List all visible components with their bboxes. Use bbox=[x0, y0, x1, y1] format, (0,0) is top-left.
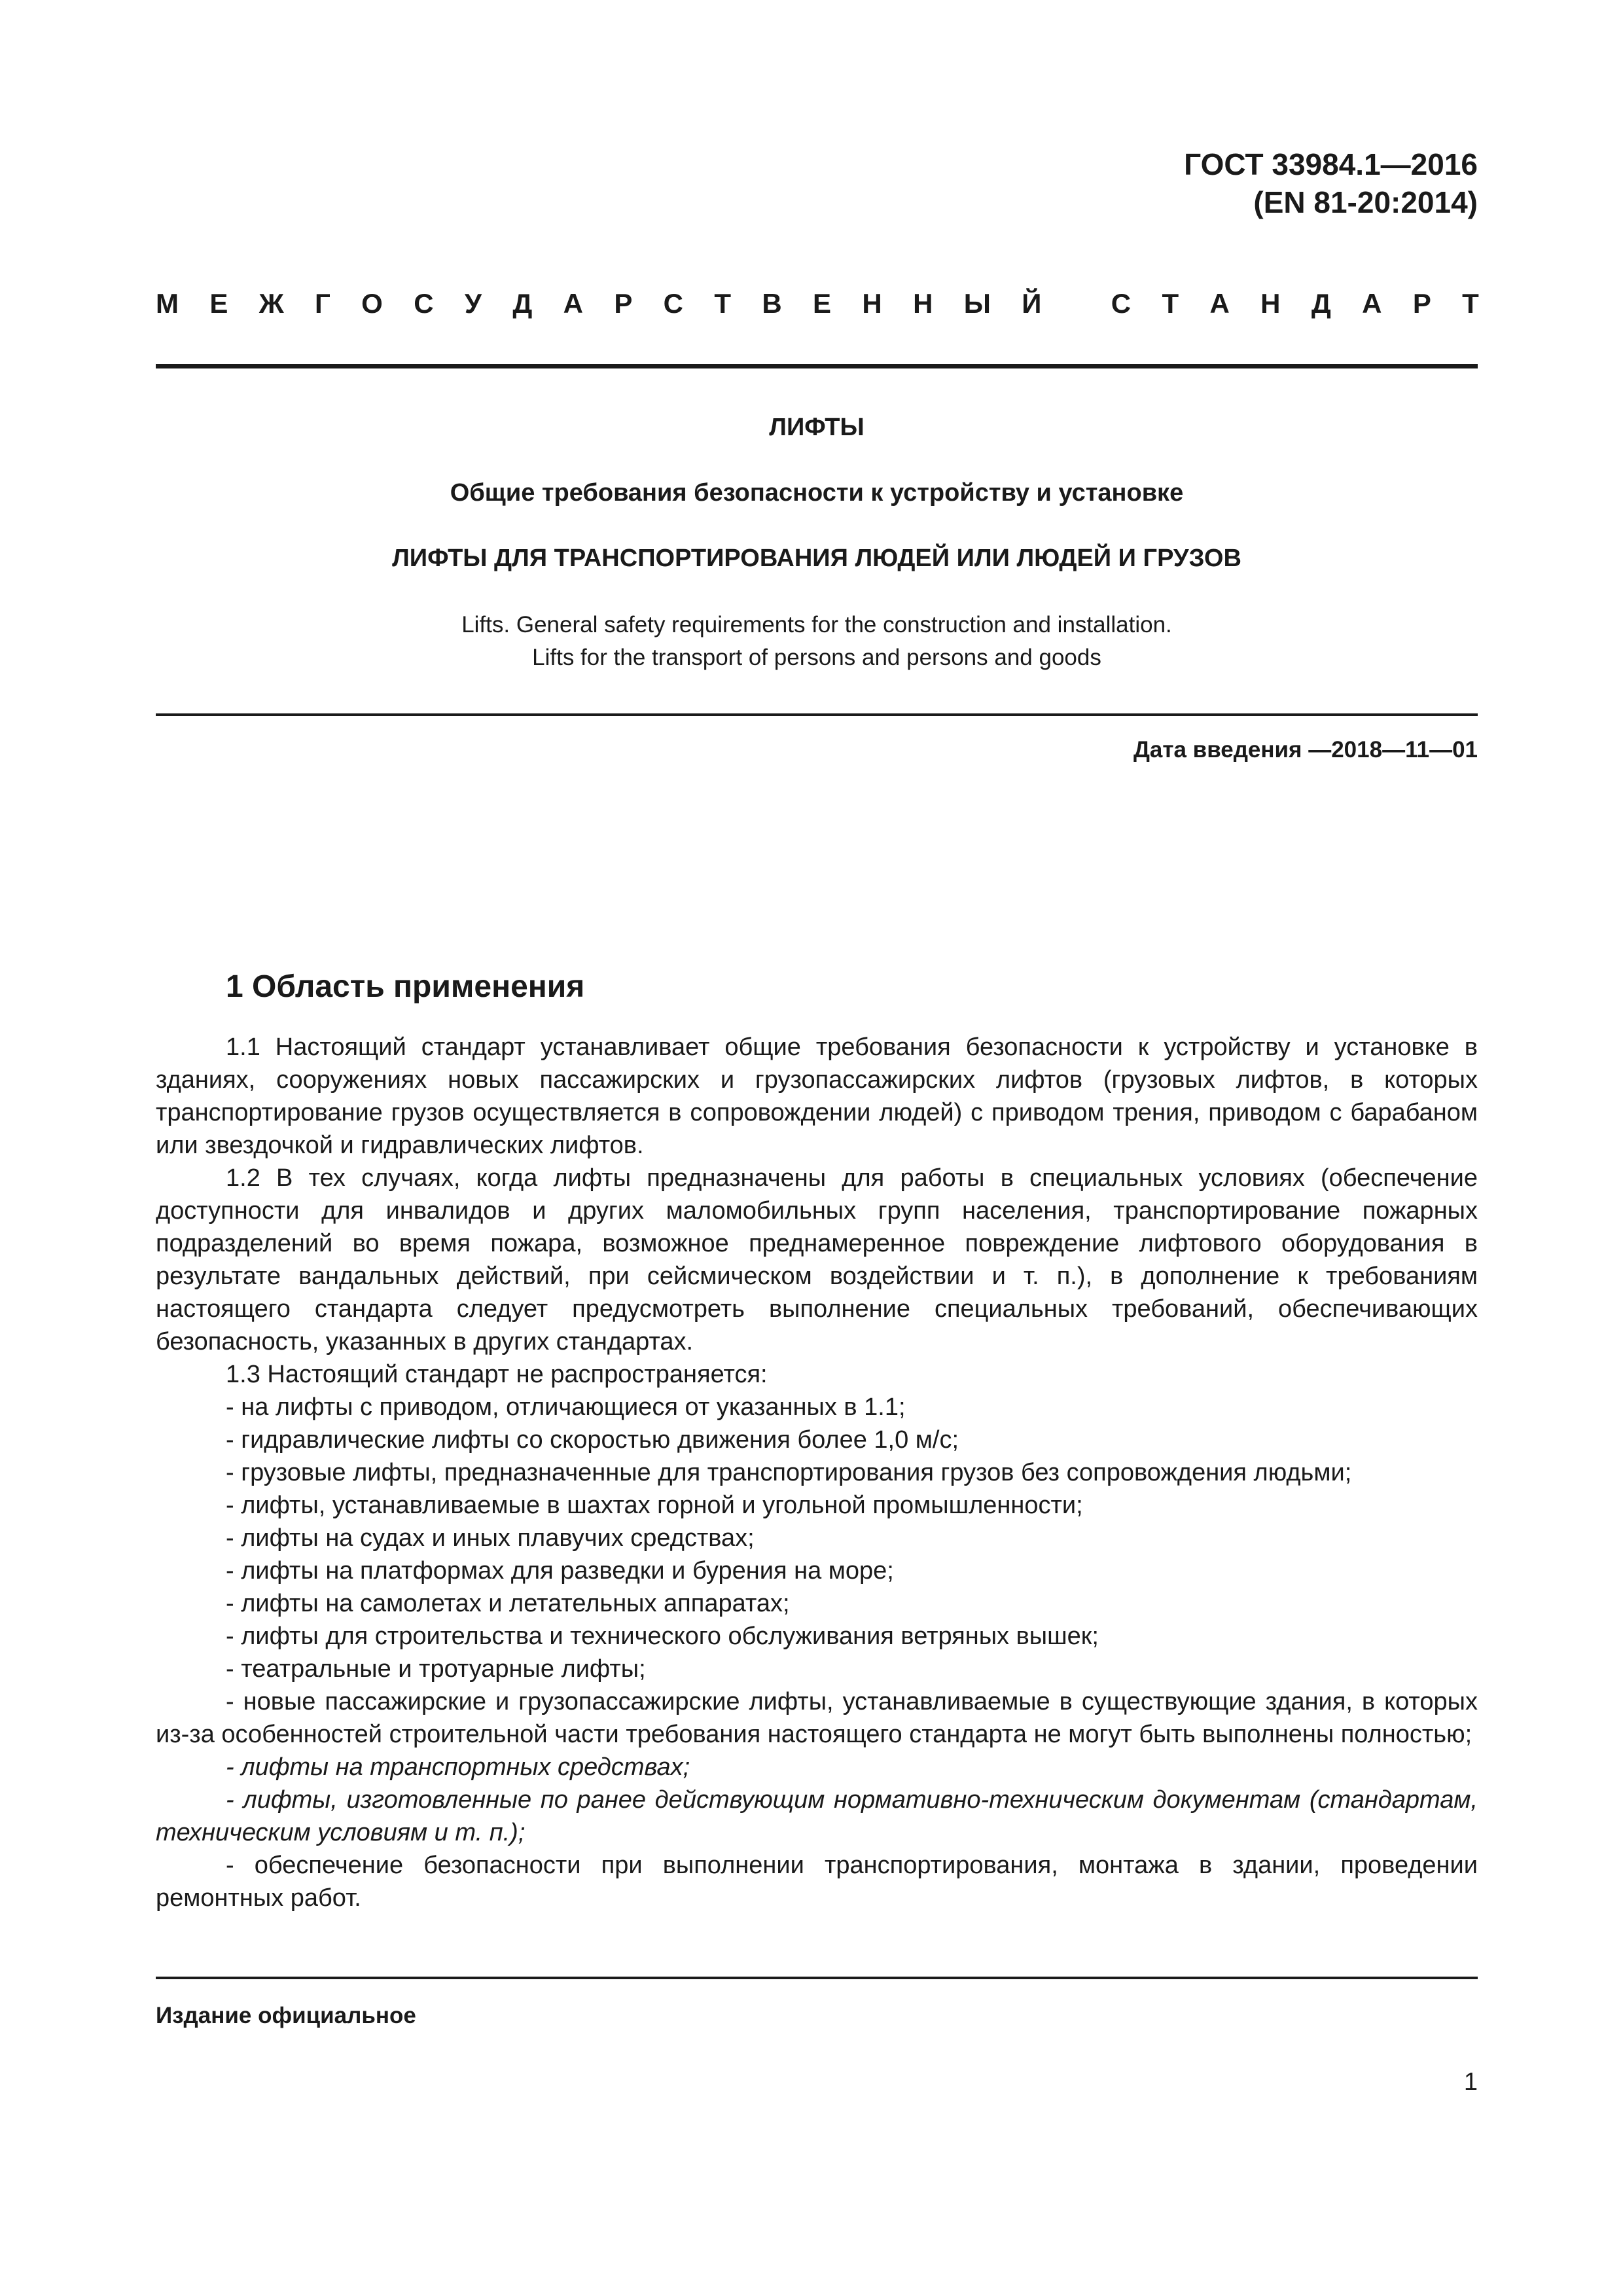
banner-letter: Р bbox=[614, 288, 633, 319]
banner-gap bbox=[1073, 288, 1080, 327]
banner-letter: С bbox=[663, 288, 684, 319]
list-item: - грузовые лифты, предназначенные для транспортирования грузов без сопровождения людьми; bbox=[226, 1459, 1352, 1486]
banner-letter: Т bbox=[714, 288, 732, 319]
banner-letter: Й bbox=[1022, 288, 1042, 319]
english-title-line-2: Lifts for the transport of persons and persons and goods bbox=[532, 645, 1101, 670]
banner-letter: Н bbox=[913, 288, 933, 319]
banner-letter: Д bbox=[1311, 288, 1331, 319]
footer-divider bbox=[156, 1977, 1478, 1979]
banner-letter: Н bbox=[862, 288, 882, 319]
exclusion-list bbox=[156, 1391, 1478, 1685]
banner-letter: А bbox=[563, 288, 583, 319]
document-part-title: ЛИФТЫ ДЛЯ ТРАНСПОРТИРОВАНИЯ ЛЮДЕЙ ИЛИ ЛЮДЕЙ И ГРУЗОВ bbox=[392, 545, 1241, 572]
page-number: 1 bbox=[1463, 2068, 1478, 2096]
banner-letter: Е bbox=[813, 288, 832, 319]
title-divider bbox=[156, 713, 1478, 716]
interstate-standard-banner bbox=[156, 288, 1479, 327]
thick-divider bbox=[156, 364, 1478, 368]
banner-letter: Н bbox=[1260, 288, 1281, 319]
list-item: - лифты, изготовленные по ранее действующим нормативно-техническим документам (стандартам, техническим условиям и т. п.); bbox=[156, 1786, 1478, 1846]
document-title: ЛИФТЫ bbox=[769, 414, 865, 441]
introduction-date: Дата введения —2018—11—01 bbox=[1133, 737, 1478, 762]
list-item: - лифты на транспортных средствах; bbox=[226, 1753, 690, 1781]
paragraph-1-2: 1.2 В тех случаях, когда лифты предназначены для работы в специальных условиях (обеспечение доступности для инвалидов и других маломобильных групп населения, транспортирование пожарных подразделений во время пожара, возможное преднамеренное повреждение лифтового оборудования в результате вандальных действий, при сейсмическом воздействии и т. п.), в дополнение к требованиям настоящего стандарта следует предусмотреть выполнение специальных требований, обеспечивающих безопасность, указанных в других стандартах. bbox=[156, 1164, 1478, 1355]
banner-letter: Ы bbox=[963, 288, 991, 319]
banner-letter: Ж bbox=[259, 288, 284, 319]
list-item: - на лифты с приводом, отличающиеся от указанных в 1.1; bbox=[226, 1393, 906, 1421]
list-item: - лифты на платформах для разведки и бурения на море; bbox=[226, 1557, 894, 1585]
banner-letter: У bbox=[464, 288, 482, 319]
official-edition-label: Издание официальное bbox=[156, 2003, 416, 2028]
banner-letter: А bbox=[1362, 288, 1382, 319]
section-heading: 1 Область применения bbox=[226, 969, 585, 1004]
banner-letter: Т bbox=[1162, 288, 1179, 319]
list-item: - лифты на судах и иных плавучих средствах; bbox=[226, 1524, 755, 1552]
banner-letter: М bbox=[156, 288, 179, 319]
section-body bbox=[156, 1031, 1478, 1914]
standard-code: ГОСТ 33984.1—2016 bbox=[1184, 147, 1478, 181]
banner-letter: С bbox=[1111, 288, 1132, 319]
english-title-line-1: Lifts. General safety requirements for the construction and installation. bbox=[461, 612, 1172, 637]
banner-letter: Т bbox=[1462, 288, 1479, 319]
banner-letter: Е bbox=[209, 288, 228, 319]
english-title bbox=[156, 609, 1478, 674]
banner-letter: А bbox=[1209, 288, 1230, 319]
document-subtitle: Общие требования безопасности к устройству и установке bbox=[450, 479, 1184, 507]
list-item: - лифты на самолетах и летательных аппаратах; bbox=[226, 1590, 790, 1617]
standard-code-block bbox=[1184, 145, 1478, 221]
list-item: - театральные и тротуарные лифты; bbox=[226, 1655, 646, 1683]
paragraph-1-1: 1.1 Настоящий стандарт устанавливает общие требования безопасности к устройству и установке в зданиях, сооружениях новых пассажирских и грузопассажирских лифтов (грузовых лифтов, в которых транспортирование грузов осуществляется в сопровождении людей) с приводом трения, приводом с барабаном или звездочкой и гидравлических лифтов. bbox=[156, 1033, 1478, 1159]
en-equivalent-code: (EN 81-20:2014) bbox=[1253, 185, 1478, 219]
list-item: - обеспечение безопасности при выполнении транспортирования, монтажа в здании, проведении ремонтных работ. bbox=[156, 1852, 1478, 1912]
banner-letter: Д bbox=[512, 288, 533, 319]
list-item: - лифты, устанавливаемые в шахтах горной и угольной промышленности; bbox=[226, 1492, 1083, 1519]
banner-letter: О bbox=[361, 288, 383, 319]
list-item: - лифты для строительства и технического обслуживания ветряных вышек; bbox=[226, 1623, 1099, 1650]
banner-letter: Г bbox=[315, 288, 330, 319]
paragraph-1-3: 1.3 Настоящий стандарт не распространяется: bbox=[226, 1361, 768, 1388]
banner-letter: С bbox=[414, 288, 434, 319]
banner-letter: В bbox=[762, 288, 782, 319]
list-item: - новые пассажирские и грузопассажирские лифты, устанавливаемые в существующие здания, в которых из-за особенностей строительной части требования настоящего стандарта не могут быть выполнены полностью; bbox=[156, 1688, 1478, 1748]
list-item: - гидравлические лифты со скоростью движения более 1,0 м/с; bbox=[226, 1426, 959, 1454]
banner-letter: Р bbox=[1412, 288, 1431, 319]
